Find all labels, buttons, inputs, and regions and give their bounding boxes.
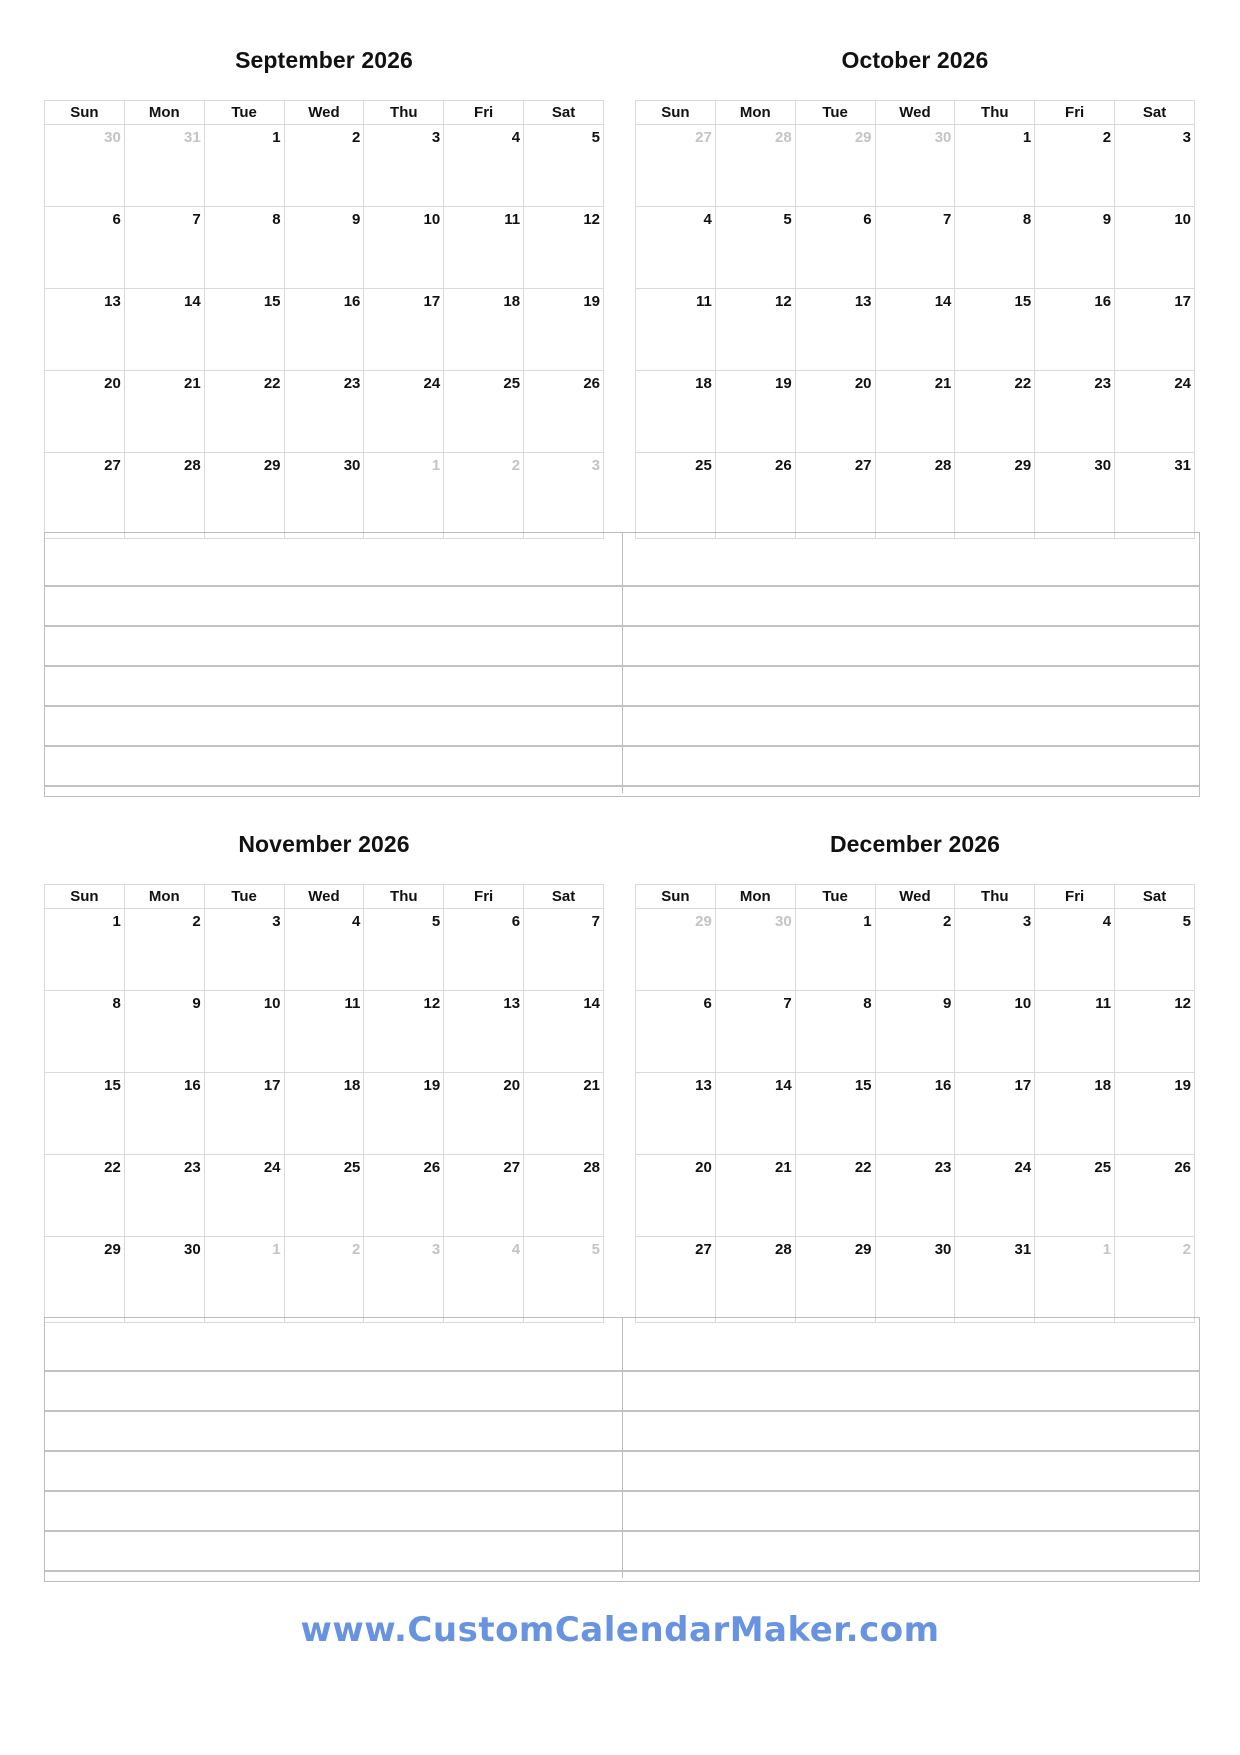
notes-area-2 [44, 1317, 1200, 1582]
notes-cell-left[interactable] [45, 707, 623, 745]
day-cell: 10 [955, 991, 1035, 1073]
month-november [44, 824, 604, 1258]
day-cell: 12 [524, 207, 604, 289]
day-cell: 23 [124, 1155, 204, 1237]
weekday-header-row [45, 885, 604, 909]
notes-cell-left[interactable] [45, 747, 623, 785]
notes-area-1 [44, 532, 1200, 797]
notes-cell-left[interactable] [45, 1572, 623, 1578]
notes-cell-left[interactable] [45, 1412, 623, 1450]
notes-cell-left[interactable] [45, 667, 623, 705]
notes-cell-right[interactable] [623, 1572, 1200, 1578]
notes-cell-left[interactable] [45, 587, 623, 625]
weekday-header: Thu [364, 885, 444, 909]
day-cell: 10 [364, 207, 444, 289]
day-cell: 26 [364, 1155, 444, 1237]
notes-line[interactable] [45, 1530, 1199, 1570]
notes-line[interactable] [45, 745, 1199, 785]
weekday-header: Wed [284, 101, 364, 125]
week-row [636, 371, 1195, 453]
day-cell: 25 [636, 453, 716, 539]
day-cell: 22 [955, 371, 1035, 453]
notes-cell-right[interactable] [623, 707, 1200, 745]
day-cell: 7 [875, 207, 955, 289]
day-cell: 26 [715, 453, 795, 539]
day-cell: 23 [1035, 371, 1115, 453]
day-cell-other-month: 2 [1115, 1237, 1195, 1323]
weekday-header-row [636, 101, 1195, 125]
day-cell: 5 [524, 125, 604, 207]
day-cell-other-month: 28 [715, 125, 795, 207]
day-cell: 9 [1035, 207, 1115, 289]
day-cell: 20 [795, 371, 875, 453]
notes-line[interactable] [45, 785, 1199, 793]
day-cell: 4 [284, 909, 364, 991]
weekday-header: Mon [715, 101, 795, 125]
weekday-header: Sun [45, 885, 125, 909]
weekday-header: Fri [444, 885, 524, 909]
notes-cell-right[interactable] [623, 747, 1200, 785]
day-cell: 16 [875, 1073, 955, 1155]
notes-cell-right[interactable] [623, 1452, 1200, 1490]
day-cell: 27 [444, 1155, 524, 1237]
day-cell: 2 [1035, 125, 1115, 207]
day-cell: 1 [45, 909, 125, 991]
day-cell: 30 [284, 453, 364, 539]
weekday-header: Fri [1035, 101, 1115, 125]
day-cell: 24 [204, 1155, 284, 1237]
day-cell: 13 [795, 289, 875, 371]
day-cell-other-month: 1 [364, 453, 444, 539]
day-cell-other-month: 29 [795, 125, 875, 207]
weekday-header: Wed [875, 101, 955, 125]
weekday-header: Thu [955, 101, 1035, 125]
day-cell: 3 [955, 909, 1035, 991]
notes-line[interactable] [45, 585, 1199, 625]
day-cell: 29 [204, 453, 284, 539]
day-cell: 6 [444, 909, 524, 991]
day-cell: 28 [124, 453, 204, 539]
day-cell: 29 [795, 1237, 875, 1323]
day-cell: 8 [795, 991, 875, 1073]
day-cell: 28 [524, 1155, 604, 1237]
website-logo[interactable]: www.CustomCalendarMaker.com [300, 1610, 940, 1650]
day-cell: 20 [45, 371, 125, 453]
day-cell-other-month: 30 [45, 125, 125, 207]
weekday-header: Mon [124, 101, 204, 125]
day-cell: 12 [364, 991, 444, 1073]
day-cell: 28 [875, 453, 955, 539]
day-cell: 21 [715, 1155, 795, 1237]
notes-line[interactable] [45, 1570, 1199, 1578]
day-cell: 16 [124, 1073, 204, 1155]
weekday-header: Sat [1115, 885, 1195, 909]
day-cell: 25 [1035, 1155, 1115, 1237]
week-row [636, 1237, 1195, 1323]
day-cell: 29 [45, 1237, 125, 1323]
day-cell: 31 [955, 1237, 1035, 1323]
month-title: September 2026 [235, 47, 413, 73]
day-cell: 14 [715, 1073, 795, 1155]
day-cell: 17 [364, 289, 444, 371]
day-cell: 15 [795, 1073, 875, 1155]
week-row [636, 289, 1195, 371]
day-cell-other-month: 27 [636, 125, 716, 207]
day-cell: 26 [524, 371, 604, 453]
notes-line[interactable] [45, 1318, 1199, 1370]
day-cell: 3 [1115, 125, 1195, 207]
calendar-grid [635, 884, 1195, 1323]
day-cell: 27 [636, 1237, 716, 1323]
day-cell-other-month: 1 [204, 1237, 284, 1323]
day-cell: 22 [204, 371, 284, 453]
notes-line[interactable] [45, 705, 1199, 745]
day-cell: 23 [284, 371, 364, 453]
day-cell-other-month: 3 [364, 1237, 444, 1323]
day-cell: 2 [124, 909, 204, 991]
day-cell: 16 [1035, 289, 1115, 371]
day-cell: 6 [795, 207, 875, 289]
day-cell: 7 [124, 207, 204, 289]
day-cell-other-month: 5 [524, 1237, 604, 1323]
day-cell: 8 [204, 207, 284, 289]
weekday-header: Mon [124, 885, 204, 909]
notes-cell-left[interactable] [45, 787, 623, 793]
notes-cell-left[interactable] [45, 1372, 623, 1410]
day-cell: 11 [444, 207, 524, 289]
day-cell: 1 [795, 909, 875, 991]
day-cell: 7 [524, 909, 604, 991]
weekday-header: Tue [204, 101, 284, 125]
day-cell: 5 [364, 909, 444, 991]
week-row [636, 453, 1195, 539]
day-cell: 13 [45, 289, 125, 371]
month-title: December 2026 [829, 831, 1001, 857]
weekday-header: Tue [795, 885, 875, 909]
notes-cell-right[interactable] [623, 787, 1200, 793]
day-cell: 8 [45, 991, 125, 1073]
weekday-header: Wed [284, 885, 364, 909]
day-cell: 23 [875, 1155, 955, 1237]
day-cell: 19 [364, 1073, 444, 1155]
day-cell: 13 [444, 991, 524, 1073]
day-cell-other-month: 2 [284, 1237, 364, 1323]
notes-line[interactable] [45, 1490, 1199, 1530]
day-cell: 14 [124, 289, 204, 371]
day-cell: 9 [124, 991, 204, 1073]
day-cell: 20 [636, 1155, 716, 1237]
day-cell: 1 [204, 125, 284, 207]
day-cell: 3 [364, 125, 444, 207]
day-cell: 5 [1115, 909, 1195, 991]
notes-cell-right[interactable] [623, 1318, 1200, 1370]
notes-line[interactable] [45, 1450, 1199, 1490]
day-cell: 9 [875, 991, 955, 1073]
day-cell: 14 [524, 991, 604, 1073]
day-cell: 15 [955, 289, 1035, 371]
day-cell: 15 [204, 289, 284, 371]
day-cell: 25 [444, 371, 524, 453]
day-cell: 4 [1035, 909, 1115, 991]
day-cell: 18 [1035, 1073, 1115, 1155]
day-cell: 14 [875, 289, 955, 371]
day-cell: 6 [45, 207, 125, 289]
day-cell: 11 [636, 289, 716, 371]
week-row [45, 991, 604, 1073]
day-cell: 25 [284, 1155, 364, 1237]
week-row [636, 1155, 1195, 1237]
day-cell: 22 [45, 1155, 125, 1237]
day-cell: 18 [284, 1073, 364, 1155]
month-title: October 2026 [841, 47, 989, 73]
weekday-header: Thu [955, 885, 1035, 909]
weekday-header: Thu [364, 101, 444, 125]
notes-cell-left[interactable] [45, 1532, 623, 1570]
day-cell: 17 [1115, 289, 1195, 371]
day-cell: 2 [284, 125, 364, 207]
month-september [44, 40, 604, 474]
notes-cell-right[interactable] [623, 1532, 1200, 1570]
day-cell: 19 [524, 289, 604, 371]
weekday-header: Sat [524, 885, 604, 909]
weekday-header: Tue [795, 101, 875, 125]
day-cell: 11 [1035, 991, 1115, 1073]
month-title: November 2026 [238, 831, 410, 857]
day-cell: 12 [715, 289, 795, 371]
week-row [45, 1155, 604, 1237]
notes-line[interactable] [45, 665, 1199, 705]
notes-cell-right[interactable] [623, 1412, 1200, 1450]
week-row [636, 991, 1195, 1073]
day-cell: 8 [955, 207, 1035, 289]
weekday-header-row [636, 885, 1195, 909]
notes-cell-right[interactable] [623, 667, 1200, 705]
notes-line[interactable] [45, 1370, 1199, 1410]
day-cell: 24 [955, 1155, 1035, 1237]
week-row [636, 125, 1195, 207]
notes-cell-left[interactable] [45, 1452, 623, 1490]
day-cell: 20 [444, 1073, 524, 1155]
week-row [636, 1073, 1195, 1155]
notes-cell-left[interactable] [45, 627, 623, 665]
day-cell: 15 [45, 1073, 125, 1155]
day-cell: 13 [636, 1073, 716, 1155]
day-cell-other-month: 30 [715, 909, 795, 991]
calendar-grid [635, 100, 1195, 539]
day-cell-other-month: 4 [444, 1237, 524, 1323]
day-cell-other-month: 29 [636, 909, 716, 991]
week-row [636, 207, 1195, 289]
day-cell: 4 [636, 207, 716, 289]
notes-line[interactable] [45, 533, 1199, 585]
day-cell: 18 [636, 371, 716, 453]
day-cell: 29 [955, 453, 1035, 539]
notes-line[interactable] [45, 1410, 1199, 1450]
calendar-grid [44, 100, 604, 539]
week-row [45, 453, 604, 539]
weekday-header: Wed [875, 885, 955, 909]
day-cell-other-month: 3 [524, 453, 604, 539]
weekday-header-row [45, 101, 604, 125]
day-cell: 30 [124, 1237, 204, 1323]
calendar-grid [44, 884, 604, 1323]
week-row [45, 909, 604, 991]
week-row [45, 125, 604, 207]
weekday-header: Sun [45, 101, 125, 125]
notes-cell-left[interactable] [45, 1492, 623, 1530]
day-cell: 22 [795, 1155, 875, 1237]
day-cell: 9 [284, 207, 364, 289]
day-cell: 24 [364, 371, 444, 453]
day-cell: 17 [204, 1073, 284, 1155]
week-row [45, 207, 604, 289]
day-cell: 17 [955, 1073, 1035, 1155]
day-cell: 31 [1115, 453, 1195, 539]
day-cell: 11 [284, 991, 364, 1073]
day-cell: 4 [444, 125, 524, 207]
notes-cell-right[interactable] [623, 1372, 1200, 1410]
day-cell-other-month: 1 [1035, 1237, 1115, 1323]
week-row [45, 1237, 604, 1323]
month-december [635, 824, 1195, 1258]
weekday-header: Fri [1035, 885, 1115, 909]
notes-cell-right[interactable] [623, 587, 1200, 625]
day-cell: 21 [124, 371, 204, 453]
week-row [45, 289, 604, 371]
weekday-header: Tue [204, 885, 284, 909]
weekday-header: Mon [715, 885, 795, 909]
weekday-header: Sun [636, 885, 716, 909]
day-cell-other-month: 2 [444, 453, 524, 539]
day-cell: 28 [715, 1237, 795, 1323]
day-cell: 2 [875, 909, 955, 991]
day-cell: 27 [45, 453, 125, 539]
weekday-header: Sat [1115, 101, 1195, 125]
notes-cell-right[interactable] [623, 627, 1200, 665]
week-row [636, 909, 1195, 991]
day-cell: 7 [715, 991, 795, 1073]
day-cell-other-month: 30 [875, 125, 955, 207]
day-cell: 18 [444, 289, 524, 371]
notes-cell-right[interactable] [623, 533, 1200, 585]
day-cell: 12 [1115, 991, 1195, 1073]
day-cell: 27 [795, 453, 875, 539]
weekday-header: Fri [444, 101, 524, 125]
weekday-header: Sun [636, 101, 716, 125]
day-cell: 10 [204, 991, 284, 1073]
day-cell: 26 [1115, 1155, 1195, 1237]
day-cell: 16 [284, 289, 364, 371]
day-cell: 1 [955, 125, 1035, 207]
day-cell: 24 [1115, 371, 1195, 453]
week-row [45, 1073, 604, 1155]
day-cell: 21 [875, 371, 955, 453]
notes-cell-left[interactable] [45, 533, 623, 585]
day-cell: 5 [715, 207, 795, 289]
day-cell: 19 [1115, 1073, 1195, 1155]
day-cell: 10 [1115, 207, 1195, 289]
day-cell: 21 [524, 1073, 604, 1155]
day-cell-other-month: 31 [124, 125, 204, 207]
day-cell: 3 [204, 909, 284, 991]
day-cell: 6 [636, 991, 716, 1073]
day-cell: 30 [875, 1237, 955, 1323]
notes-line[interactable] [45, 625, 1199, 665]
notes-cell-left[interactable] [45, 1318, 623, 1370]
weekday-header: Sat [524, 101, 604, 125]
day-cell: 30 [1035, 453, 1115, 539]
week-row [45, 371, 604, 453]
month-october [635, 40, 1195, 474]
notes-cell-right[interactable] [623, 1492, 1200, 1530]
day-cell: 19 [715, 371, 795, 453]
